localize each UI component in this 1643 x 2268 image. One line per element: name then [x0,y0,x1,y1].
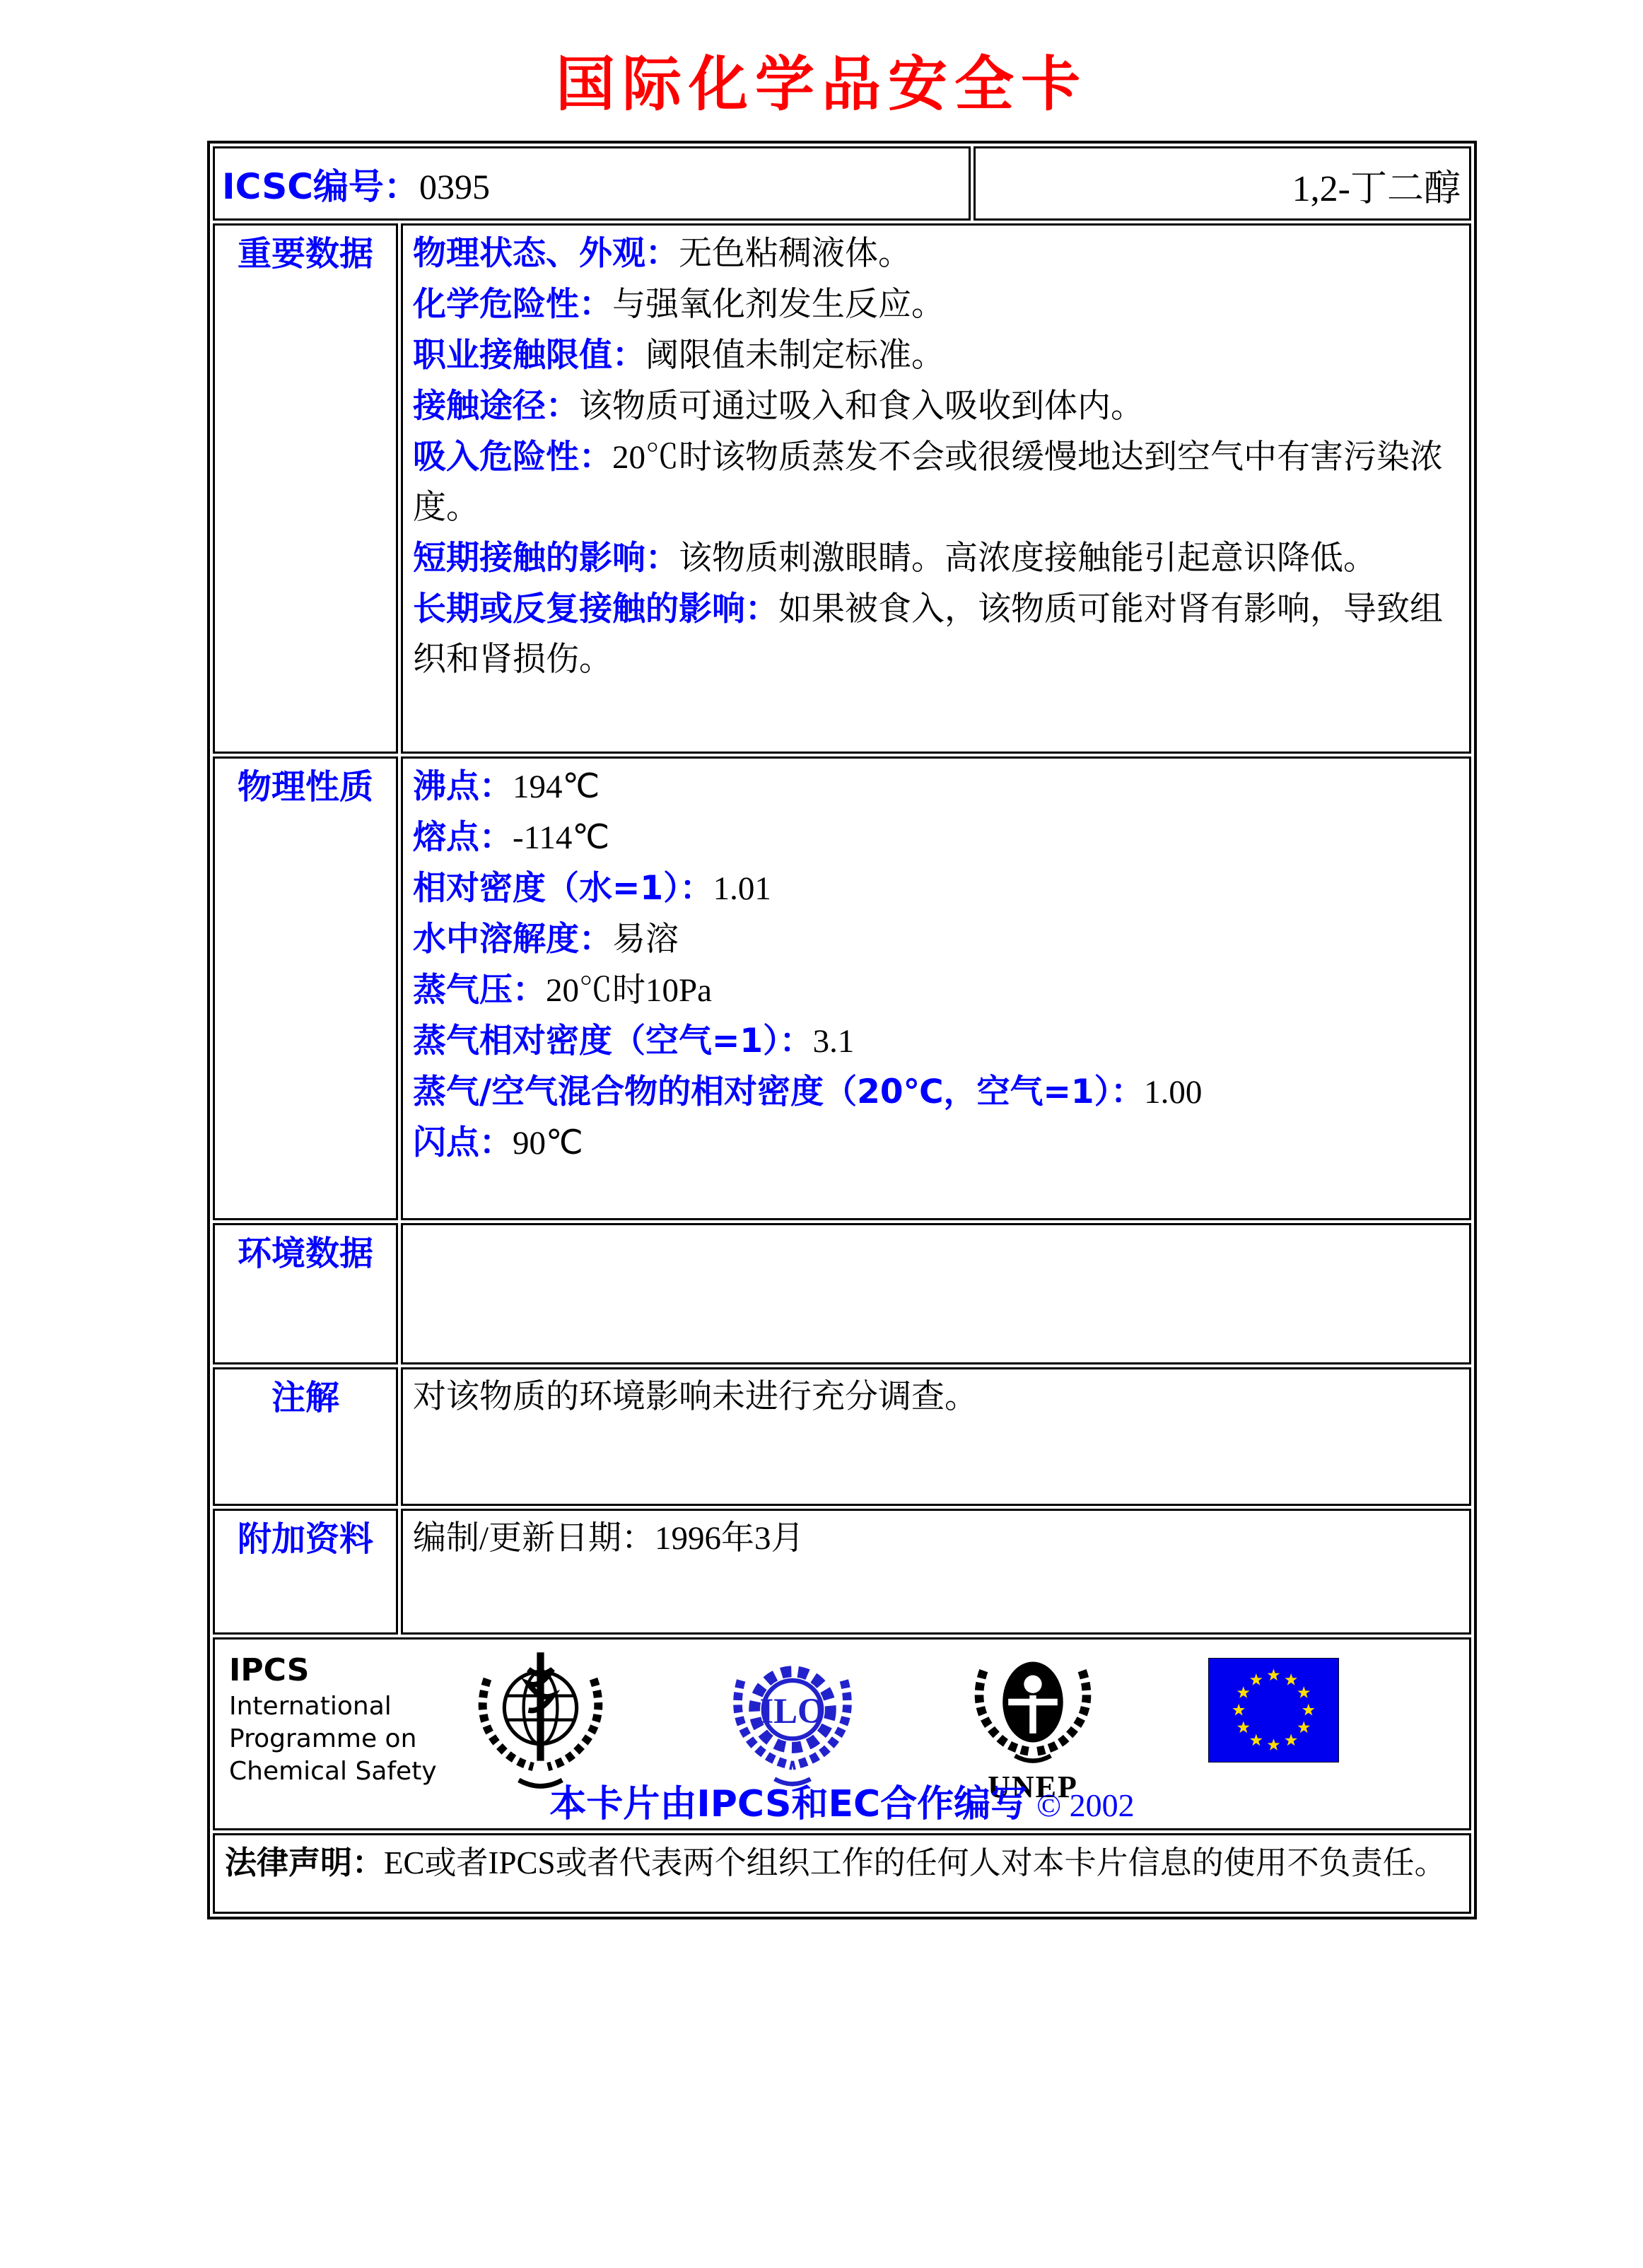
icsc-card-table [207,141,1477,1919]
property-line: 闪点：90℃ [413,1123,583,1162]
property-line: 接触途径：该物质可通过吸入和食入吸收到体内。 [413,387,1144,426]
chemical-name-cell [973,146,1471,221]
notes-row [213,1367,1471,1506]
notes-content: 对该物质的环境影响未进行充分调查。 [401,1367,1471,1506]
property-line: 蒸气/空气混合物的相对密度（20℃，空气=1）：1.00 [413,1072,1203,1111]
property-line: 化学危险性：与强氧化剂发生反应。 [413,285,945,324]
ipcs-text-block: IPCS International Programme on Chemical Safety [229,1652,437,1786]
environmental-data-row [213,1223,1471,1364]
unep-logo-label: UNEP [988,1770,1078,1804]
legal-text: EC或者IPCS或者代表两个组织工作的任何人对本卡片信息的使用不负责任。 [384,1845,1446,1881]
icsc-number-cell [213,146,971,221]
environmental-data-content [401,1223,1471,1364]
icsc-number-row [213,146,1471,221]
important-data-content [401,223,1471,754]
property-line: 熔点：-114℃ [413,818,610,857]
property-line: 蒸气相对密度（空气=1）：3.1 [413,1022,855,1060]
important-data-label: 重要数据 [213,223,398,754]
organizations-row [213,1637,1471,1830]
physical-properties-row [213,756,1471,1220]
additional-info-content: 编制/更新日期：1996年3月 [401,1509,1471,1635]
property-line: 沸点：194℃ [413,767,600,806]
legal-label: 法律声明： [225,1844,385,1881]
credit-text: 本卡片由IPCS和EC合作编写 [549,1783,1028,1825]
property-line: 吸入危险性：20℃时该物质蒸发不会或很缓慢地达到空气中有害污染浓度。 [413,438,1443,526]
property-line: 蒸气压：20℃时10Pa [413,971,712,1010]
property-line: 职业接触限值：阈限值未制定标准。 [413,336,945,375]
property-line: 长期或反复接触的影响：如果被食入，该物质可能对肾有影响，导致组织和肾损伤。 [413,590,1443,678]
property-line: 相对密度（水=1）：1.01 [413,869,771,908]
important-data-row [213,223,1471,754]
svg-text:ILO: ILO [759,1691,826,1731]
icsc-number-label: ICSC编号： [222,166,419,207]
eu-flag-icon [1208,1658,1339,1766]
organizations-cell [213,1637,1471,1830]
copyright-text: © 2002 [1036,1787,1135,1823]
legal-cell [213,1833,1471,1914]
physical-properties-content [401,756,1471,1220]
property-line: 水中溶解度：易溶 [413,920,679,959]
notes-label: 注解 [213,1367,398,1506]
chemical-name: 1,2-丁二醇 [1292,169,1461,209]
legal-row [213,1833,1471,1914]
physical-properties-label: 物理性质 [213,756,398,1220]
credit-line [215,1770,1469,1827]
page-title: 国际化学品安全卡 [555,49,1087,119]
property-line: 短期接触的影响：该物质刺激眼睛。高浓度接触能引起意识降低。 [413,539,1376,578]
ipcs-title: IPCS [229,1652,310,1688]
additional-info-label: 附加资料 [213,1509,398,1635]
additional-info-row [213,1509,1471,1635]
property-line: 物理状态、外观：无色粘稠液体。 [413,234,911,273]
icsc-number-value: 0395 [419,167,490,206]
environmental-data-label: 环境数据 [213,1223,398,1364]
